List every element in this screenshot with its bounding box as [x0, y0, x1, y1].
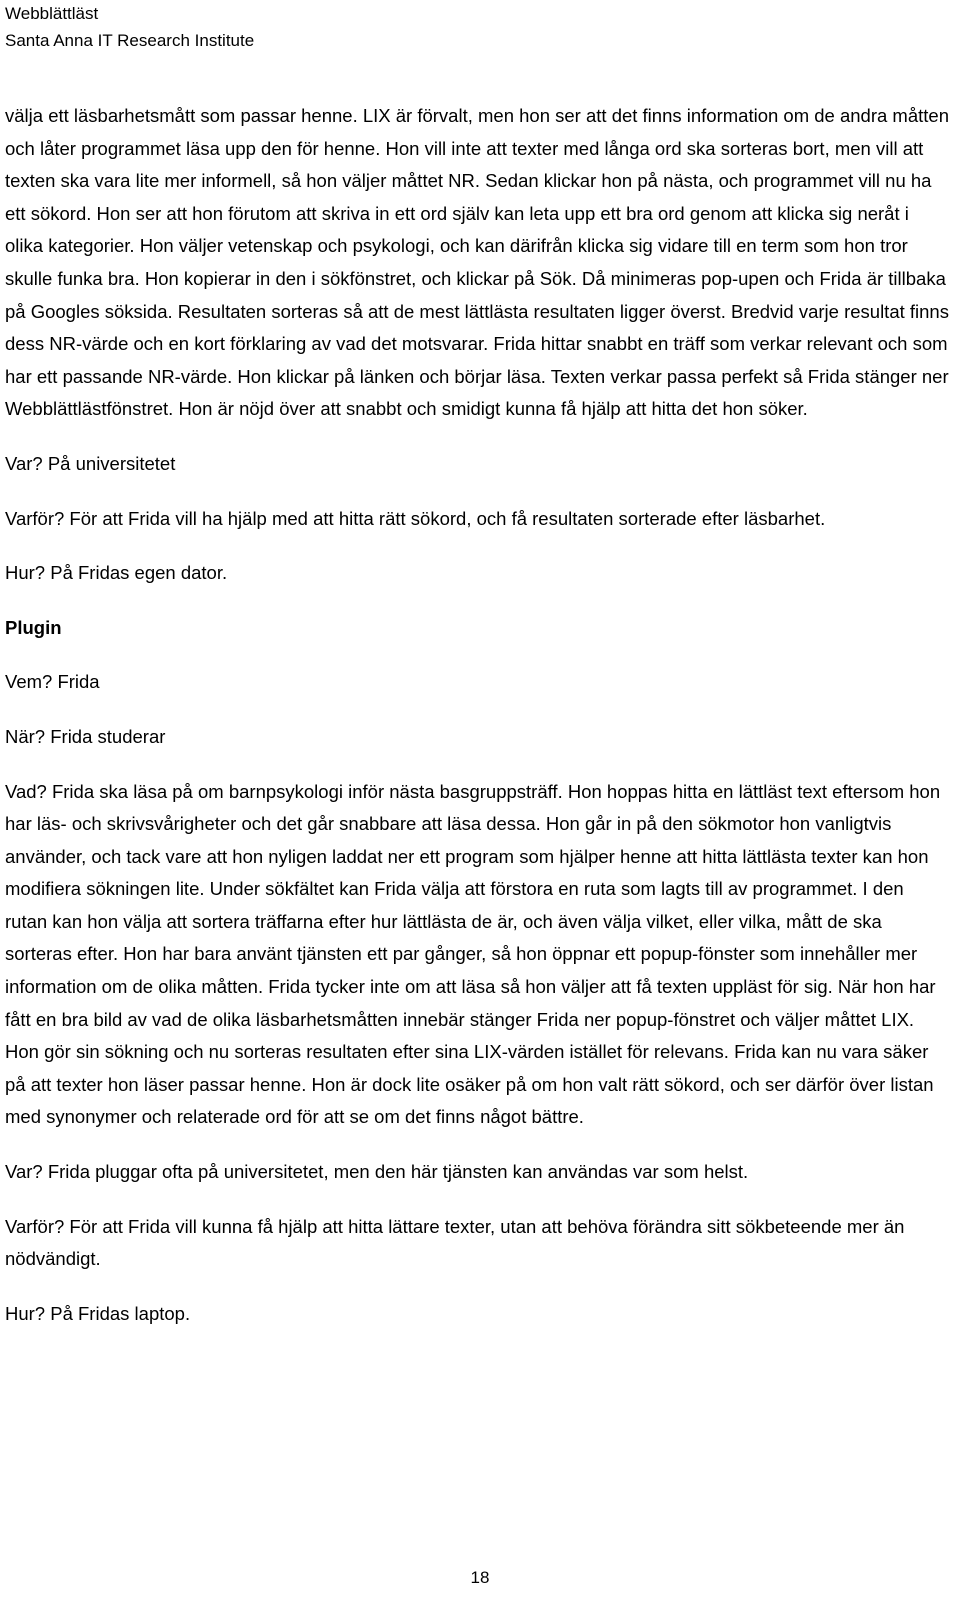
document-body	[5, 100, 950, 1330]
scenario1-vad-paragraph: välja ett läsbarhetsmått som passar henne. LIX är förvalt, men hon ser att det finns information om de andra måtten och låter programmet läsa upp den för henne. Hon vill inte att texter med långa ord ska sorteras bort, men vill att texten ska vara lite mer informell, så hon väljer måttet NR. Sedan klickar hon på nästa, och programmet vill nu ha ett sökord. Hon ser att hon förutom att skriva in ett ord själv kan leta upp ett bra ord genom att klicka sig neråt i olika kategorier. Hon väljer vetenskap och psykologi, och kan därifrån klicka sig vidare till en term som hon tror skulle funka bra. Hon kopierar in den i sökfönstret, och klickar på Sök. Då minimeras pop-upen och Frida är tillbaka på Googles söksida. Resultaten sorteras så att de mest lättlästa resultaten ligger överst. Bredvid varje resultat finns dess NR-värde och en kort förklaring av vad det motsvarar. Frida hittar snabbt en träff som verkar relevant och som har ett passande NR-värde. Hon klickar på länken och börjar läsa. Texten verkar passa perfekt så Frida stänger ner Webblättlästfönstret. Hon är nöjd över att snabbt och smidigt kunna få hjälp att hitta det hon söker.	[5, 105, 949, 420]
header-title: Webblättläst	[5, 4, 99, 23]
scenario2-var: Var? Frida pluggar ofta på universitetet, men den här tjänsten kan användas var som helst.	[5, 1161, 749, 1183]
scenario2-vad-paragraph: Vad? Frida ska läsa på om barnpsykologi inför nästa basgruppsträff. Hon hoppas hitta en lättläst text eftersom hon har läs- och skrivsvårigheter och det går snabbare att läsa dessa. Hon går in på den sökmotor hon vanligtvis använder, och tack vare att hon nyligen laddat ner ett program som hjälper henne att hitta lättlästa texter kan hon modifiera sökningen lite. Under sökfältet kan Frida välja att förstora en ruta som lagts till av programmet. I den rutan kan hon välja att sortera träffarna efter hur lättlästa de är, och även välja vilket, eller vilka, mått de ska sorteras efter. Hon har bara använt tjänsten ett par gånger, så hon öppnar ett popup-fönster som innehåller mer information om de olika måtten. Frida tycker inte om att läsa så hon väljer att få texten uppläst för sig. När hon har fått en bra bild av vad de olika läsbarhetsmåtten innebär stänger Frida ner popup-fönstret och väljer måttet LIX. Hon gör sin sökning och nu sorteras resultaten efter sina LIX-värden istället för relevans. Frida kan nu vara säker på att texter hon läser passar henne. Hon är dock lite osäker på om hon valt rätt sökord, och ser därför över listan med synonymer och relaterade ord för att se om det finns något bättre.	[5, 780, 941, 1128]
scenario2-vem: Vem? Frida	[5, 671, 100, 693]
plugin-heading: Plugin	[5, 616, 62, 638]
page-number: 18	[470, 1568, 490, 1587]
scenario1-var: Var? På universitetet	[5, 452, 176, 474]
scenario2-varfor: Varför? För att Frida vill kunna få hjälp att hitta lättare texter, utan att behöva förändra sitt sökbeteende mer än nödvändigt.	[5, 1215, 905, 1270]
document-header	[5, 0, 254, 54]
header-subtitle: Santa Anna IT Research Institute	[5, 31, 255, 50]
scenario1-varfor: Varför? För att Frida vill ha hjälp med att hitta rätt sökord, och få resultaten sorterade efter läsbarhet.	[5, 507, 826, 529]
scenario2-nar: När? Frida studerar	[5, 725, 166, 747]
scenario1-hur: Hur? På Fridas egen dator.	[5, 562, 228, 584]
scenario2-hur: Hur? På Fridas laptop.	[5, 1302, 191, 1324]
